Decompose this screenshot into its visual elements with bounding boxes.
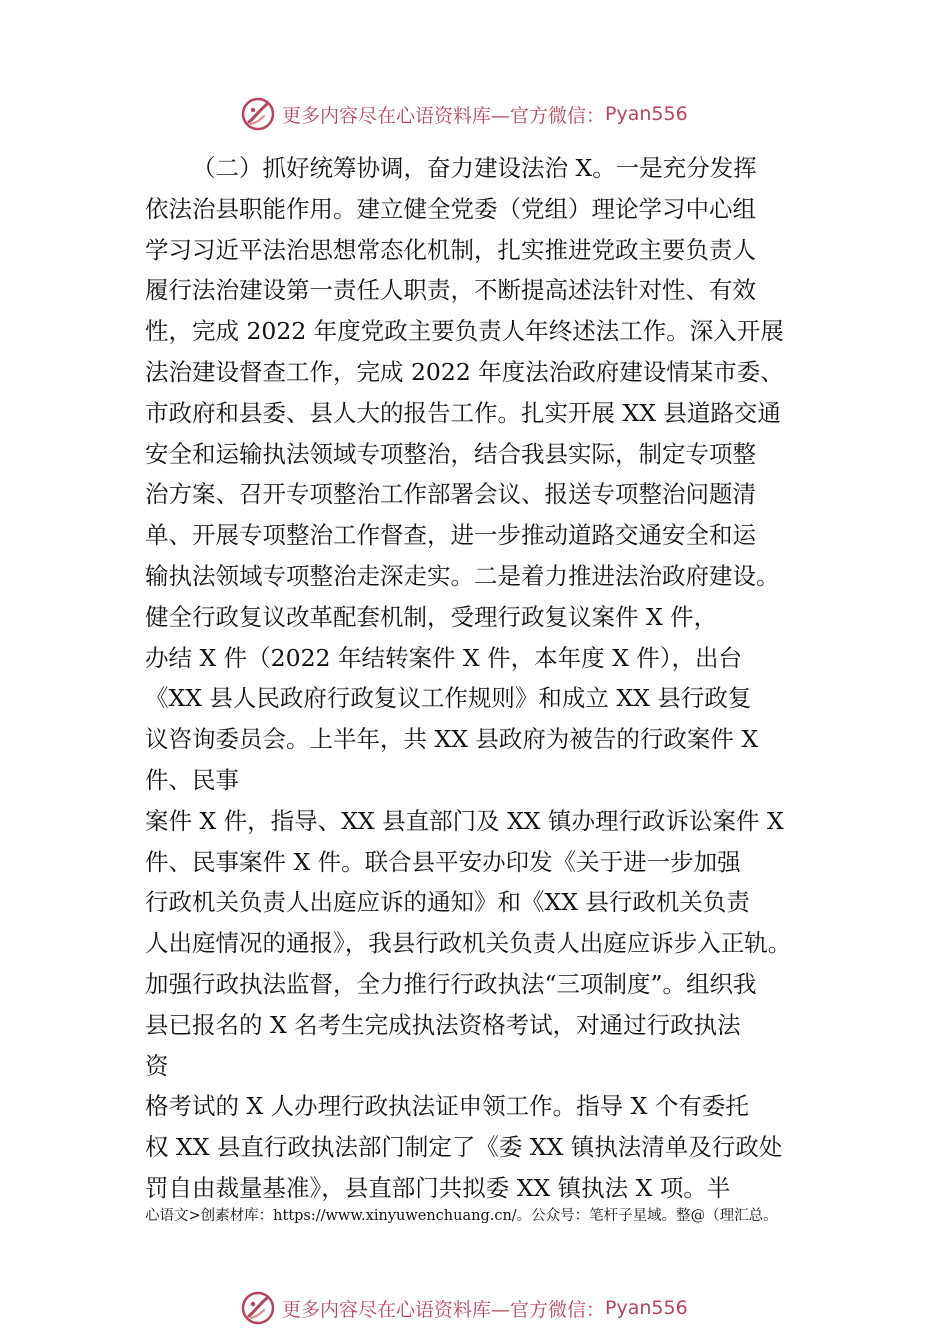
body-line: 安全和运输执法领域专项整治，结合我县实际，制定专项整: [145, 439, 756, 468]
body-line: 县已报名的 X 名考生完成执法资格考试，对通过行政执法: [145, 1010, 741, 1039]
body-line: 《XX 县人民政府行政复议工作规则》和成立 XX 县行政复: [145, 684, 752, 713]
body-line: 案件 X 件，指导、XX 县直部门及 XX 镇办理行政诉讼案件 X: [145, 806, 784, 835]
body-line: 市政府和县委、县人大的报告工作。扎实开展 XX 县道路交通: [145, 398, 781, 427]
body-line: 治方案、召开专项整治工作部署会议、报送专项整治问题清: [145, 480, 756, 509]
body-line: 权 XX 县直行政执法部门制定了《委 XX 镇执法清单及行政处: [145, 1133, 783, 1162]
body-line: 履行法治建设第一责任人职责，不断提高述法针对性、有效: [145, 276, 756, 305]
body-line: 单、开展专项整治工作督查，进一步推动道路交通安全和运: [145, 521, 756, 550]
body-line: 性，完成 2022 年度党政主要负责人年终述法工作。深入开展: [145, 317, 784, 346]
brush-pen-logo-icon: [240, 1290, 276, 1326]
footer-watermark-banner: [240, 1288, 688, 1328]
wechat-id: Pyan556: [605, 1297, 688, 1319]
wechat-id: Pyan556: [605, 103, 688, 125]
document-body: [145, 148, 835, 1209]
header-watermark-banner: [240, 94, 688, 134]
body-line: （二）抓好统筹协调，奋力建设法治 X。一是充分发挥: [192, 154, 757, 182]
body-line: 学习习近平法治思想常态化机制，扎实推进党政主要负责人: [145, 235, 756, 264]
body-line: 人出庭情况的通报》，我县行政机关负责人出庭应诉步入正轨。: [145, 929, 792, 958]
body-line: 办结 X 件（2022 年结转案件 X 件，本年度 X 件），出台: [145, 643, 743, 672]
body-line: 件、民事案件 X 件。联合县平安办印发《关于进一步加强: [145, 847, 741, 876]
body-line: 依法治县职能作用。建立健全党委（党组）理论学习中心组: [145, 194, 756, 223]
body-line: 法治建设督查工作，完成 2022 年度法治政府建设情某市委、: [145, 357, 784, 386]
body-line: 行政机关负责人出庭应诉的通知》和《XX 县行政机关负责: [145, 888, 750, 917]
body-line: 议咨询委员会。上半年，共 XX 县政府为被告的行政案件 X: [145, 725, 759, 754]
watermark-text: 更多内容尽在心语资料库—官方微信：: [282, 1298, 606, 1321]
source-footnote: 心语文>创素材库：https://www.xinyuwenchuang.cn/。公众号：笔杆子星域。整@（理汇总。: [145, 1208, 778, 1224]
body-line: 健全行政复议改革配套机制，受理行政复议案件 X 件，: [145, 602, 718, 631]
body-line: 加强行政执法监督，全力推行行政执法“三项制度”。组织我: [145, 969, 757, 998]
body-line: 格考试的 X 人办理行政执法证申领工作。指导 X 个有委托: [145, 1092, 749, 1121]
body-line: 件、民事: [145, 765, 239, 794]
body-line: 资: [145, 1051, 169, 1080]
watermark-text: 更多内容尽在心语资料库—官方微信：: [282, 104, 606, 127]
brush-pen-logo-icon: [240, 96, 276, 132]
body-line: 罚自由裁量基准》，县直部门共拟委 XX 镇执法 X 项。半: [145, 1173, 731, 1202]
body-line: 输执法领域专项整治走深走实。二是着力推进法治政府建设。: [145, 561, 780, 590]
